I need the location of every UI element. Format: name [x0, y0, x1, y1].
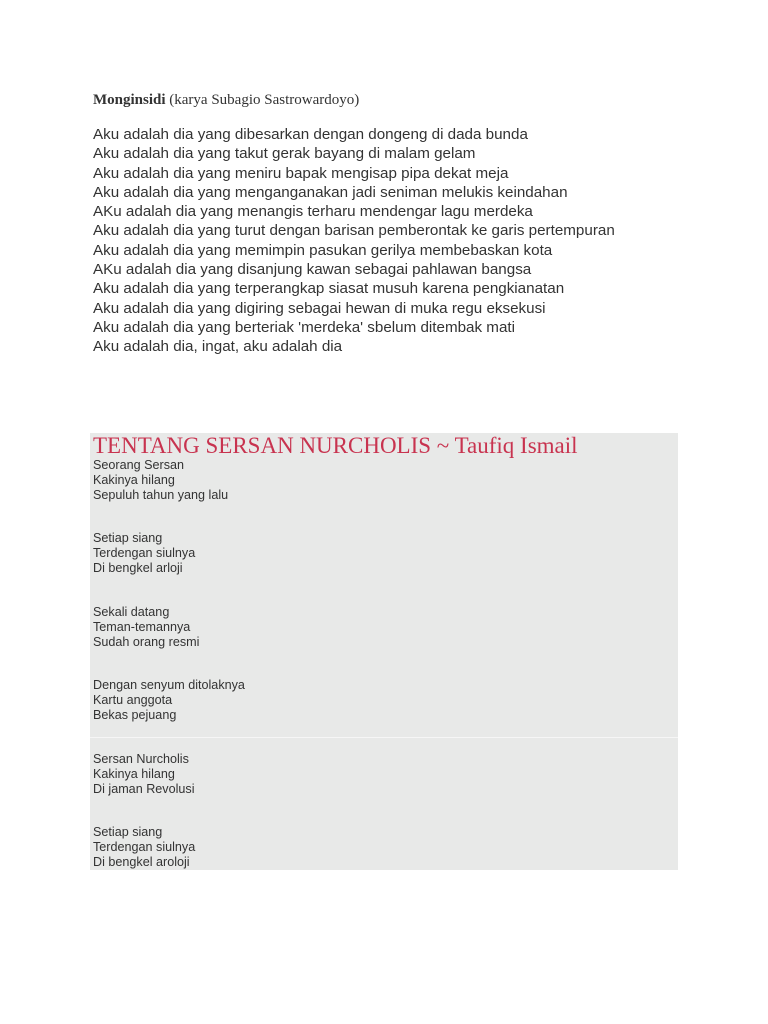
stanza-line: Setiap siang: [93, 825, 163, 839]
poem-line: Aku adalah dia yang meniru bapak mengisap pipa dekat meja: [93, 164, 509, 182]
poem-line: Aku adalah dia yang dibesarkan dengan dongeng di dada bunda: [93, 126, 528, 143]
poem-title-2: TENTANG SERSAN NURCHOLIS ~ Taufiq Ismail: [93, 433, 578, 458]
stanza-line: Terdengan siulnya: [93, 545, 196, 560]
stanza-line: Teman-temannya: [93, 619, 191, 634]
poem-title: Monginsidi: [93, 92, 166, 108]
stanza-line: Kartu anggota: [93, 692, 173, 707]
stanza: [93, 678, 245, 722]
poem-body: [93, 125, 615, 357]
poem-line: Aku adalah dia yang memimpin pasukan gerilya membebaskan kota: [93, 241, 553, 259]
poem-heading: [93, 92, 359, 109]
stanza-line: Dengan senyum ditolaknya: [93, 678, 245, 692]
poem-line: AKu adalah dia yang menangis terharu mendengar lagu merdeka: [93, 203, 533, 221]
stanza-line: Seorang Sersan: [93, 458, 185, 472]
panel-divider: [90, 737, 678, 738]
stanza: [93, 825, 195, 869]
stanza: [93, 605, 199, 649]
stanza: [93, 531, 195, 575]
stanza-line: Sudah orang resmi: [93, 634, 200, 649]
stanza-line: Terdengan siulnya: [93, 839, 196, 854]
poem-line: Aku adalah dia yang turut dengan barisan pemberontak ke garis pertempuran: [93, 222, 615, 240]
poem-line: Aku adalah dia yang menganganakan jadi seniman melukis keindahan: [93, 183, 568, 201]
stanza: [93, 458, 228, 502]
poem-attribution: (karya Subagio Sastrowardoyo): [169, 92, 360, 108]
stanza-line: Di bengkel arloji: [93, 560, 183, 575]
stanza-line: Bekas pejuang: [93, 707, 177, 722]
stanza-line: Setiap siang: [93, 531, 163, 545]
poem-line: Aku adalah dia yang digiring sebagai hewan di muka regu eksekusi: [93, 299, 546, 317]
poem-line: Aku adalah dia yang takut gerak bayang di malam gelam: [93, 145, 476, 163]
stanza-line: Kakinya hilang: [93, 472, 175, 487]
stanza-line: Sepuluh tahun yang lalu: [93, 487, 229, 502]
poem-line: Aku adalah dia, ingat, aku adalah dia: [93, 338, 343, 356]
stanza: [93, 752, 195, 796]
stanza-line: Di jaman Revolusi: [93, 781, 195, 796]
stanza-line: Kakinya hilang: [93, 766, 175, 781]
stanza-line: Sekali datang: [93, 605, 170, 619]
poem-line: AKu adalah dia yang disanjung kawan sebagai pahlawan bangsa: [93, 261, 532, 279]
poem-line: Aku adalah dia yang terperangkap siasat musuh karena pengkianatan: [93, 280, 565, 298]
stanza-line: Di bengkel aroloji: [93, 854, 190, 869]
stanza-line: Sersan Nurcholis: [93, 752, 189, 766]
poem-line: Aku adalah dia yang berteriak 'merdeka' sbelum ditembak mati: [93, 318, 515, 336]
